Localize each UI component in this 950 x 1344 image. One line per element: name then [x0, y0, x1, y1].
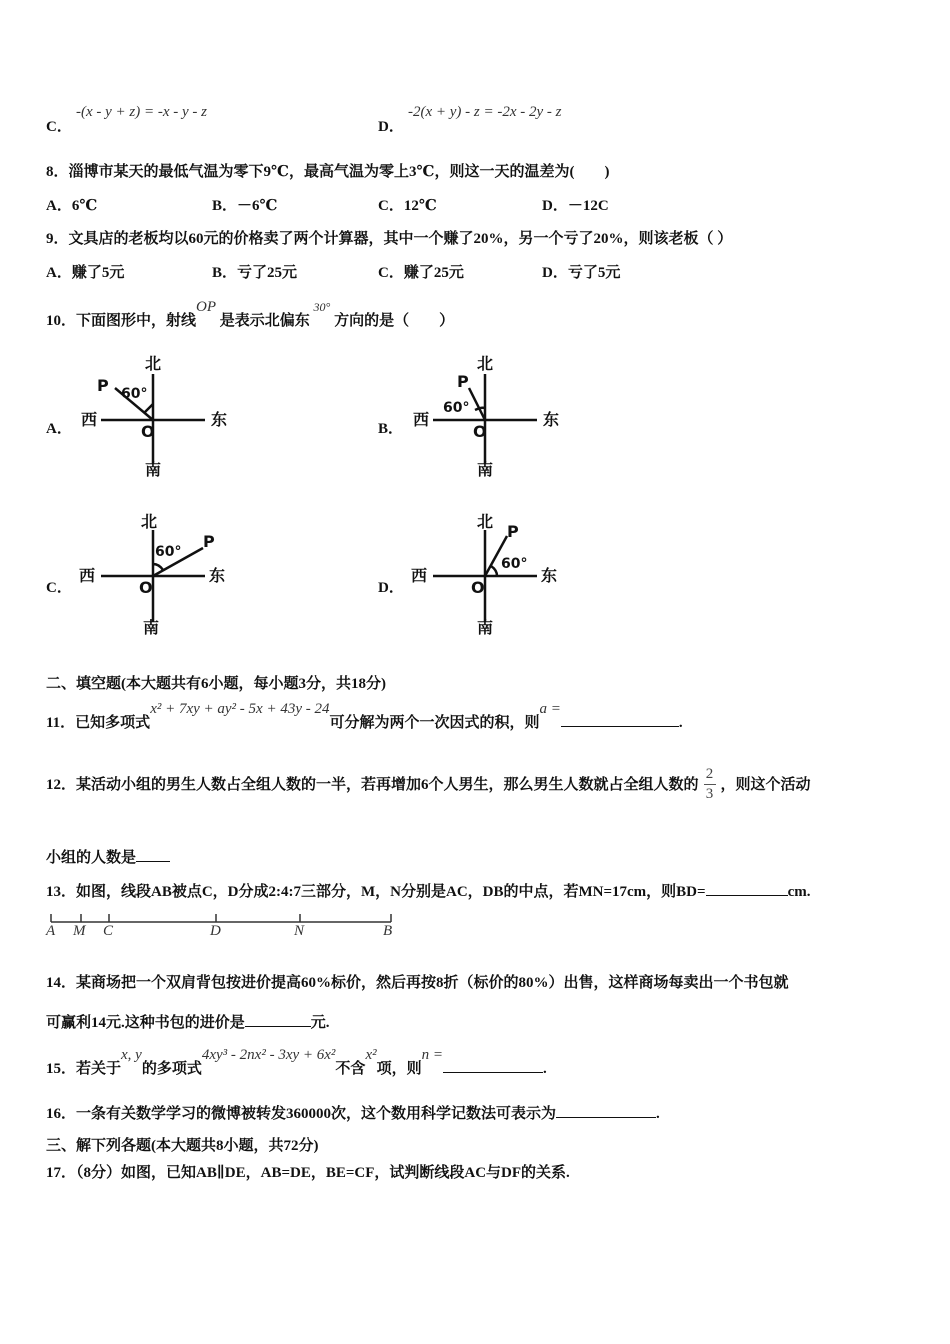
question-15 [46, 1047, 547, 1078]
segment-diagram [46, 908, 406, 940]
q15-answer-blank[interactable] [443, 1058, 543, 1073]
q12-answer-blank[interactable] [136, 847, 170, 862]
origin-label: O [473, 422, 487, 441]
section-2-heading: 二、填空题(本大题共有6小题，每小题3分，共18分) [46, 676, 386, 692]
q11-answer-blank[interactable] [561, 712, 679, 727]
west-label: 西 [81, 410, 98, 429]
south-label: 南 [145, 460, 162, 479]
q14-answer-blank[interactable] [245, 1012, 311, 1027]
q11-polynomial: x² + 7xy + ay² - 5x + 43y - 24 [150, 701, 330, 717]
point-c: C [103, 923, 114, 939]
q14-text: 可赢利14元.这种书包的进价是 [46, 1015, 245, 1031]
q15-polynomial: 4xy³ - 2nx² - 3xy + 6x² [201, 1047, 336, 1063]
question-8-stem: 8．淄博市某天的最低气温为零下9℃，最高气温为零上3℃，则这一天的温差为( ) [46, 164, 610, 180]
q15-text-d: 项，则 [376, 1061, 422, 1077]
diagram-a [73, 352, 253, 482]
q9-option-c: C．赚了25元 [378, 265, 464, 281]
option-c-label: C． [46, 119, 72, 135]
q9-option-a: A．赚了5元 [46, 265, 125, 281]
diagram-c [73, 510, 253, 640]
fraction-two-thirds [703, 766, 717, 803]
west-label: 西 [79, 566, 96, 585]
option-d-expression: -2(x + y) - z = -2x - 2y - z [408, 104, 562, 120]
q11-text-b: 可分解为两个一次因式的积，则 [329, 715, 540, 731]
q12-text-a: 12．某活动小组的男生人数占全组人数的一半，若再增加6个人男生，那么男生人数就占全组人数的 [46, 776, 699, 793]
q8-option-b: B．－6℃ [212, 198, 278, 214]
question-13 [46, 881, 810, 901]
q9-option-b: B．亏了25元 [212, 265, 298, 281]
east-label: 东 [541, 566, 558, 585]
q14-unit: 元. [310, 1015, 330, 1031]
q15-term: x² [365, 1047, 377, 1063]
east-label: 东 [211, 410, 228, 429]
question-14-line-2 [46, 1012, 330, 1032]
north-label: 北 [477, 354, 494, 373]
q15-text-b: 的多项式 [141, 1061, 202, 1077]
point-d: D [210, 923, 221, 939]
diagram-b-label: B． [378, 421, 404, 437]
q15-vars: x, y [121, 1047, 142, 1063]
south-label: 南 [143, 618, 160, 637]
q12-line-2 [46, 847, 170, 867]
east-label: 东 [209, 566, 226, 585]
q16-text: 16．一条有关数学学习的微博被转发360000次，这个数用科学记数法可表示为 [46, 1106, 557, 1122]
point-a: A [46, 923, 56, 939]
question-14-line-1: 14．某商场把一个双肩背包按进价提高60%标价，然后再按8折（标价的80%）出售，这样商场每卖出一个书包就 [46, 975, 789, 991]
question-16 [46, 1103, 660, 1123]
q16-period: . [656, 1106, 660, 1122]
q10-text-c: 方向的是（ ） [334, 313, 455, 329]
q12-text-c: 小组的人数是 [46, 850, 137, 866]
north-label: 北 [145, 354, 162, 373]
question-17: 17．（8分）如图，已知AB∥DE，AB=DE，BE=CF，试判断线段AC与DF的关系. [46, 1165, 570, 1181]
q13-answer-blank[interactable] [706, 881, 788, 896]
east-label: 东 [543, 410, 560, 429]
fraction-denominator: 3 [705, 786, 714, 802]
q16-answer-blank[interactable] [556, 1103, 656, 1118]
diagram-c-label: C． [46, 580, 72, 596]
q11-text-a: 11．已知多项式 [46, 715, 151, 731]
q8-option-d: D．－12C [542, 198, 609, 214]
q10-text-a: 10．下面图形中，射线 [46, 313, 197, 329]
point-p-label: P [457, 372, 469, 391]
diagram-a-label: A． [46, 421, 72, 437]
fraction-numerator: 2 [705, 766, 714, 782]
north-label: 北 [477, 512, 494, 531]
diagram-b [405, 352, 585, 482]
south-label: 南 [477, 460, 494, 479]
point-p-label: P [507, 522, 519, 541]
diagram-d-label: D． [378, 580, 404, 596]
q15-text-a: 15．若关于 [46, 1061, 122, 1077]
origin-label: O [141, 422, 155, 441]
q9-option-d: D．亏了5元 [542, 265, 621, 281]
q13-text: 13．如图，线段AB被点C，D分成2:4:7三部分，M，N分别是AC，DB的中点，若MN=17cm，则BD= [46, 884, 706, 900]
angle-label: 60° [443, 400, 470, 416]
section-3-heading: 三、解下列各题(本大题共8小题，共72分) [46, 1138, 319, 1154]
west-label: 西 [411, 566, 428, 585]
origin-label: O [139, 578, 153, 597]
origin-label: O [471, 578, 485, 597]
q11-variable: a = [539, 701, 561, 717]
ray-op: OP [196, 299, 217, 315]
north-label: 北 [141, 512, 158, 531]
angle-label: 60° [121, 386, 148, 402]
q10-text-b: 是表示北偏东 [219, 313, 310, 329]
angle-30: 30° [313, 300, 331, 314]
question-11 [46, 701, 683, 732]
q8-option-c: C．12℃ [378, 198, 437, 214]
point-m: M [73, 923, 86, 939]
point-n: N [294, 923, 305, 939]
option-c-expression: -(x - y + z) = -x - y - z [76, 104, 208, 120]
angle-label: 60° [155, 544, 182, 560]
point-b: B [383, 923, 393, 939]
point-p-label: P [203, 532, 215, 551]
q15-period: . [542, 1061, 547, 1077]
question-9-stem: 9．文具店的老板均以60元的价格卖了两个计算器，其中一个赚了20%，另一个亏了20%，则该老板（ ） [46, 231, 733, 247]
q15-text-c: 不含 [335, 1061, 366, 1077]
q11-period: . [678, 715, 683, 731]
q12-text-b: ，则这个活动 [720, 776, 811, 793]
angle-label: 60° [501, 556, 528, 572]
south-label: 南 [477, 618, 494, 637]
question-10-stem [46, 299, 455, 330]
q15-variable: n = [421, 1047, 443, 1063]
west-label: 西 [413, 410, 430, 429]
question-12 [46, 766, 811, 803]
q13-unit: cm. [787, 884, 811, 900]
option-d-label: D． [378, 119, 404, 135]
diagram-d [405, 510, 585, 640]
point-p-label: P [97, 376, 109, 395]
q8-option-a: A．6℃ [46, 198, 98, 214]
